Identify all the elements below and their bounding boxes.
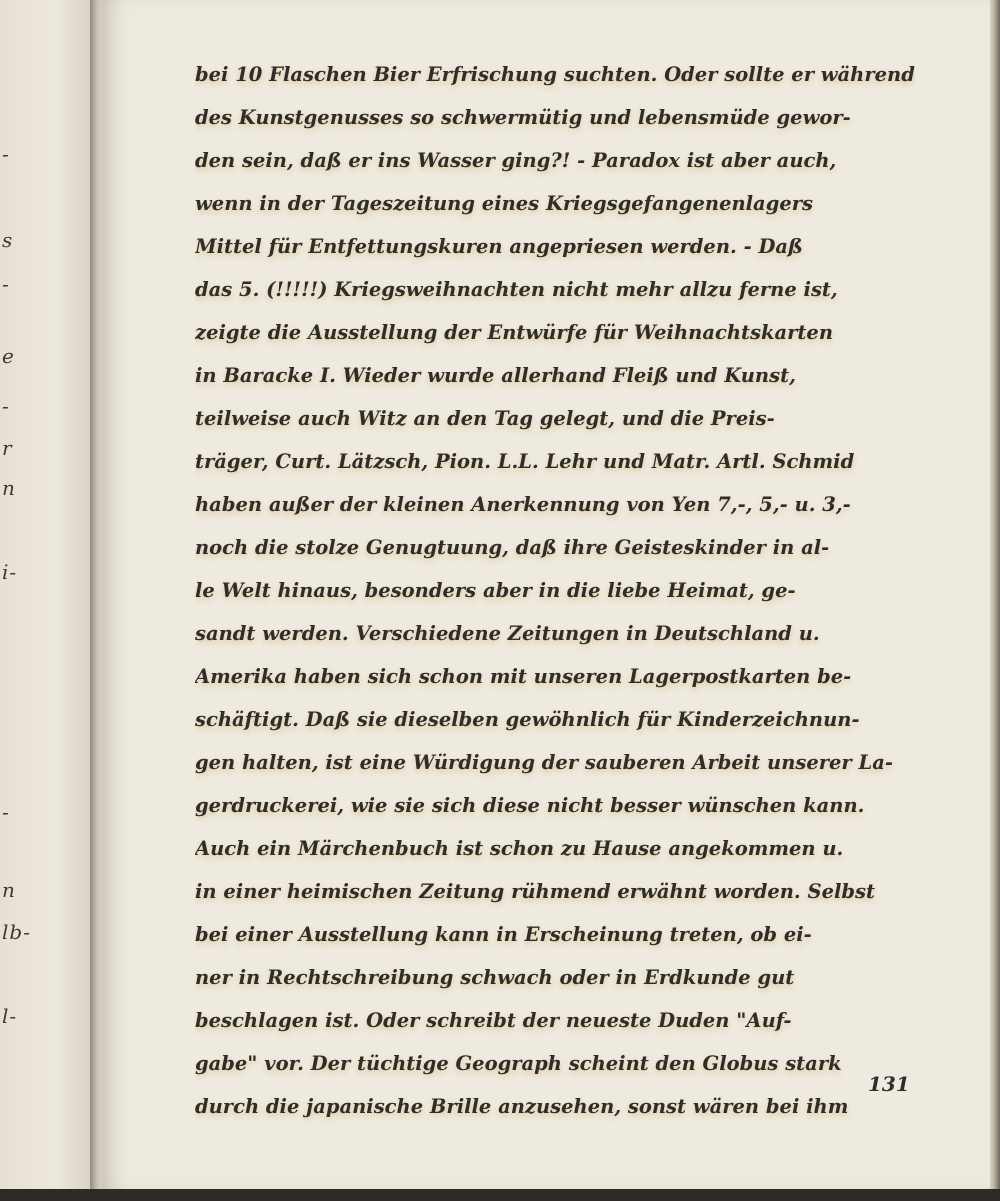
page-edge [990,0,1000,1189]
handwritten-line: gerdruckerei, wie sie sich diese nicht besser wünschen kann. [195,794,865,817]
left-margin-fragment: lb- [2,920,31,944]
left-margin-fragment: - [2,394,10,418]
handwritten-line: ner in Rechtschreibung schwach oder in Erdkunde gut [195,966,795,989]
handwritten-line: teilweise auch Witz an den Tag gelegt, und die Preis- [195,407,775,430]
handwritten-line: das 5. (!!!!!) Kriegsweihnachten nicht mehr allzu ferne ist, [195,278,838,301]
page-number: 131 [868,1072,910,1096]
handwritten-line: wenn in der Tageszeitung eines Kriegsgefangenenlagers [195,192,813,215]
handwritten-line: gabe" vor. Der tüchtige Geograph scheint den Globus stark [195,1052,842,1075]
left-margin-fragment: e [2,344,15,368]
handwritten-line: Amerika haben sich schon mit unseren Lagerpostkarten be- [195,665,852,688]
handwritten-line: noch die stolze Genugtuung, daß ihre Geisteskinder in al- [195,536,830,559]
handwritten-line: in Baracke I. Wieder wurde allerhand Fleiß und Kunst, [195,364,796,387]
left-margin-fragment: n [2,878,16,902]
left-margin-fragment: l- [2,1004,18,1028]
left-margin-fragment: n [2,476,16,500]
left-margin-fragment: - [2,272,10,296]
table-surface [0,1189,1000,1201]
left-margin-fragment: r [2,436,13,460]
handwritten-line: le Welt hinaus, besonders aber in die liebe Heimat, ge- [195,579,796,602]
handwritten-line: gen halten, ist eine Würdigung der sauberen Arbeit unserer La- [195,751,893,774]
handwritten-line: durch die japanische Brille anzusehen, sonst wären bei ihm [195,1095,849,1118]
left-margin-fragment: - [2,800,10,824]
handwritten-line: Mittel für Entfettungskuren angepriesen werden. - Daß [195,235,803,258]
handwritten-line: sandt werden. Verschiedene Zeitungen in Deutschland u. [195,622,820,645]
handwritten-line: des Kunstgenusses so schwermütig und lebensmüde gewor- [195,106,851,129]
handwritten-line: träger, Curt. Lätzsch, Pion. L.L. Lehr und Matr. Artl. Schmid [195,450,855,473]
handwritten-line: in einer heimischen Zeitung rühmend erwähnt worden. Selbst [195,880,876,903]
handwritten-line: bei 10 Flaschen Bier Erfrischung suchten. Oder sollte er während [195,63,915,86]
left-margin-fragment: i- [2,560,18,584]
handwritten-line: schäftigt. Daß sie dieselben gewöhnlich für Kinderzeichnun- [195,708,860,731]
handwritten-line: den sein, daß er ins Wasser ging?! - Paradox ist aber auch, [195,149,837,172]
handwritten-line: haben außer der kleinen Anerkennung von Yen 7,-, 5,- u. 3,- [195,493,851,516]
left-margin-fragment: s [2,228,14,252]
handwritten-line: beschlagen ist. Oder schreibt der neueste Duden "Auf- [195,1009,792,1032]
handwritten-line: bei einer Ausstellung kann in Erscheinung treten, ob ei- [195,923,812,946]
left-margin-fragment: - [2,142,10,166]
left-page [0,0,92,1189]
handwritten-line: zeigte die Ausstellung der Entwürfe für Weihnachtskarten [195,321,833,344]
handwritten-line: Auch ein Märchenbuch ist schon zu Hause angekommen u. [195,837,844,860]
